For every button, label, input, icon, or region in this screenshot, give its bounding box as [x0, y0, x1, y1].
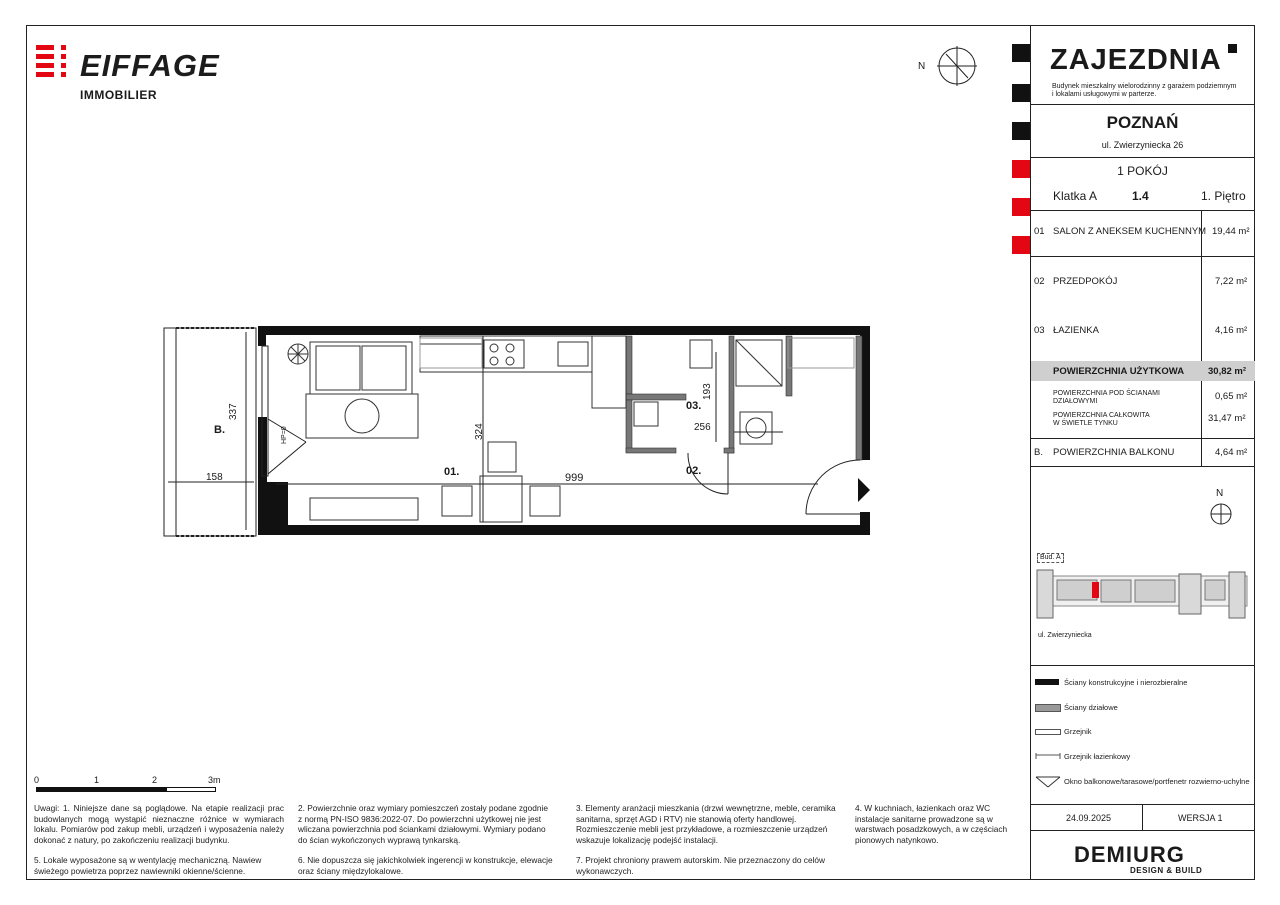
bath-height-dim: 193 [702, 383, 713, 400]
staircase: Klatka A [1053, 189, 1098, 203]
balcony-row-top [1030, 438, 1255, 439]
room-no: 02 [1034, 276, 1045, 287]
partition-walls [626, 336, 862, 460]
balcony-label: B. [214, 424, 225, 436]
legend-swatch-structural [1035, 679, 1059, 685]
designer-name: DEMIURG [1074, 842, 1185, 867]
room02-label: 02. [686, 465, 702, 477]
balcony-door [262, 346, 306, 476]
scale-bar-empty [166, 787, 216, 792]
room03-label: 03. [686, 400, 702, 412]
balcony [164, 328, 256, 536]
legend-swatch-partition [1035, 704, 1061, 712]
total-area-label-2: W ŚWIETLE TYNKU [1053, 420, 1118, 427]
side-tab [1012, 160, 1030, 178]
room-area-01: 19,44 m² [1212, 226, 1250, 237]
designer-sub: DESIGN & BUILD [1130, 866, 1203, 875]
version: WERSJA 1 [1178, 813, 1223, 823]
under-walls-label-1: POWIERZCHNIA POD ŚCIANAMI [1053, 390, 1160, 397]
legend-radiator: Grzejnik [1064, 727, 1092, 736]
under-walls-label-2: DZIAŁOWYMI [1053, 398, 1098, 405]
eiffage-logo [34, 44, 234, 104]
scale-tick-3: 3m [208, 775, 221, 785]
title-divider [1030, 157, 1255, 158]
usable-area-label: POWIERZCHNIA UŻYTKOWA [1053, 366, 1185, 377]
floor-plan [158, 322, 878, 552]
scale-bar [36, 775, 236, 797]
balcony-row-value: 4,64 m² [1215, 447, 1248, 458]
title-divider [1030, 104, 1255, 105]
balcony-row-no: B. [1034, 447, 1043, 458]
legend-swatch-radiator [1035, 729, 1061, 735]
meta-bottom [1030, 830, 1255, 831]
room-row-02 [1034, 276, 1045, 287]
area-column-divider [1201, 210, 1202, 466]
keyplan-street: ul. Zwierzyniecka [1038, 632, 1092, 639]
note-4: 4. W kuchniach, łazienkach oraz WC instalacje sanitarne prowadzone są w warstwach posadzkowych, a w częściach pionowych natynkowo. [855, 803, 1008, 845]
side-tab [1012, 44, 1030, 62]
outer-walls [258, 326, 870, 535]
total-area-label-1: POWIERZCHNIA CAŁKOWITA [1053, 412, 1150, 419]
legend-divider [1030, 665, 1255, 666]
side-tab [1012, 198, 1030, 216]
compass-side-north-label: N [1216, 488, 1224, 499]
scale-tick-1: 1 [94, 775, 100, 785]
address: ul. Zwierzyniecka 26 [1101, 140, 1184, 150]
legend-swatch-window [1035, 775, 1061, 789]
note-2: 2. Powierzchnie oraz wymiary pomieszczeń zostały podane zgodnie z normą PN-ISO 9836:2022-07. Do powierzchni użytkowej nie jest wliczana powierzchnia pod ściankami działowymi. Wymiary podano do ścian wykończonych wyprawą tynkarską. [298, 803, 548, 845]
title-divider [1030, 210, 1255, 211]
bath-width-dim: 256 [694, 422, 711, 433]
dining-set [310, 442, 560, 522]
side-tab [1012, 84, 1030, 102]
room-row-01 [1034, 226, 1045, 237]
brand-name: EIFFAGE [80, 48, 220, 83]
balcony-row-label: POWIERZCHNIA BALKONU [1053, 447, 1175, 458]
side-tab [1012, 236, 1030, 254]
compass-north-label: N [918, 61, 926, 72]
project-description-1: Budynek mieszkalny wielorodzinny z garażem podziemnym [1052, 83, 1237, 90]
coffee-table [345, 399, 379, 433]
scale-tick-2: 2 [152, 775, 158, 785]
unit-number: 1.4 [1132, 189, 1149, 203]
room-depth-dim: 324 [474, 423, 485, 440]
scale-tick-0: 0 [34, 775, 40, 785]
sofa [306, 342, 418, 438]
legend-window: Okno balkonowe/tarasowe/portfenetr rozwierno-uchylne [1064, 777, 1250, 786]
brand-sub: IMMOBILIER [80, 88, 157, 102]
floor: 1. Piętro [1201, 189, 1246, 203]
room-name-01: SALON Z ANEKSEM KUCHENNYM [1053, 226, 1207, 237]
compass-top [916, 40, 986, 90]
title-block-divider [1030, 25, 1031, 880]
room-name-02: PRZEDPOKÓJ [1053, 276, 1118, 287]
compass-icon [932, 40, 982, 90]
compass-side [1208, 488, 1242, 532]
designer-logo [1074, 842, 1214, 876]
keyplan-map [1033, 566, 1253, 626]
city: POZNAŃ [1106, 113, 1179, 132]
legend-swatch-bath-radiator [1035, 753, 1061, 761]
side-tab [1012, 122, 1030, 140]
note-3: 3. Elementy aranżacji mieszkania (drzwi wewnętrzne, meble, ceramika sanitarna, sprzęt AGD i RTV) nie stanowią oferty handlowej. Rozmieszczenie mebli jest przykładowe, a rozmieszczenie urządzeń wskazuje lokalizację podejść instalacji. [576, 803, 836, 845]
room-area-02: 7,22 m² [1215, 276, 1248, 287]
entrance-door [806, 460, 860, 514]
under-walls-value: 0,65 m² [1215, 391, 1248, 402]
hp-label: HP=0 [281, 426, 288, 444]
eiffage-logo-mark [34, 44, 72, 80]
note-7: 7. Projekt chroniony prawem autorskim. Nie przeznaczony do celów wykonawczych. [576, 855, 826, 876]
room-row-divider [1030, 256, 1255, 257]
room-no: 03 [1034, 325, 1045, 336]
legend-structural: Ściany konstrukcyjne i nierozbieralne [1064, 678, 1188, 687]
legend-bath-radiator: Grzejnik łazienkowy [1064, 752, 1131, 761]
compass-icon [1208, 501, 1238, 531]
keyplan-building-label: Bud. A [1037, 553, 1064, 563]
room-row-03 [1034, 325, 1045, 336]
scale-bar-fill [36, 787, 166, 792]
room-no: 01 [1034, 226, 1045, 237]
note-1: Uwagi: 1. Niniejsze dane są poglądowe. Na etapie realizacji prac budowlanych mogą wystąpić nieznaczne różnice w wymiarach lokalu. Pomiarów pod zakup mebli, urządzeń i wyposażenia należy dokonać z natury, po zakończeniu realizacji budynku. [34, 803, 284, 845]
balcony-depth-dim: 337 [228, 403, 239, 420]
balcony-row-bottom [1030, 466, 1255, 467]
entrance-arrow [858, 478, 870, 502]
legend-partition: Ściany działowe [1064, 703, 1118, 712]
project-title-square [1228, 44, 1237, 53]
note-5: 5. Lokale wyposażone są w wentylację mechaniczną. Nawiew świeżego powietrza poprzez nawiewniki okienne/ścienne. [34, 855, 262, 876]
room01-label: 01. [444, 466, 460, 478]
kitchen-counter [420, 336, 626, 408]
plant [288, 344, 308, 364]
project-description-2: i lokalami usługowymi w parterze. [1052, 91, 1157, 98]
date: 24.09.2025 [1066, 813, 1112, 823]
unit-type: 1 POKÓJ [1117, 164, 1168, 178]
room-area-03: 4,16 m² [1215, 325, 1248, 336]
meta-divider [1142, 804, 1143, 830]
total-area-value: 31,47 m² [1208, 413, 1246, 424]
balcony-width-dim: 158 [206, 472, 223, 483]
room-name-03: ŁAZIENKA [1053, 325, 1099, 336]
note-6: 6. Nie dopuszcza się jakichkolwiek ingerencji w konstrukcje, elewacje oraz ściany międzylokalowe. [298, 855, 553, 876]
usable-area-value: 30,82 m² [1208, 366, 1247, 377]
project-title: ZAJEZDNIA [1050, 44, 1222, 76]
length-dim: 999 [565, 472, 584, 484]
